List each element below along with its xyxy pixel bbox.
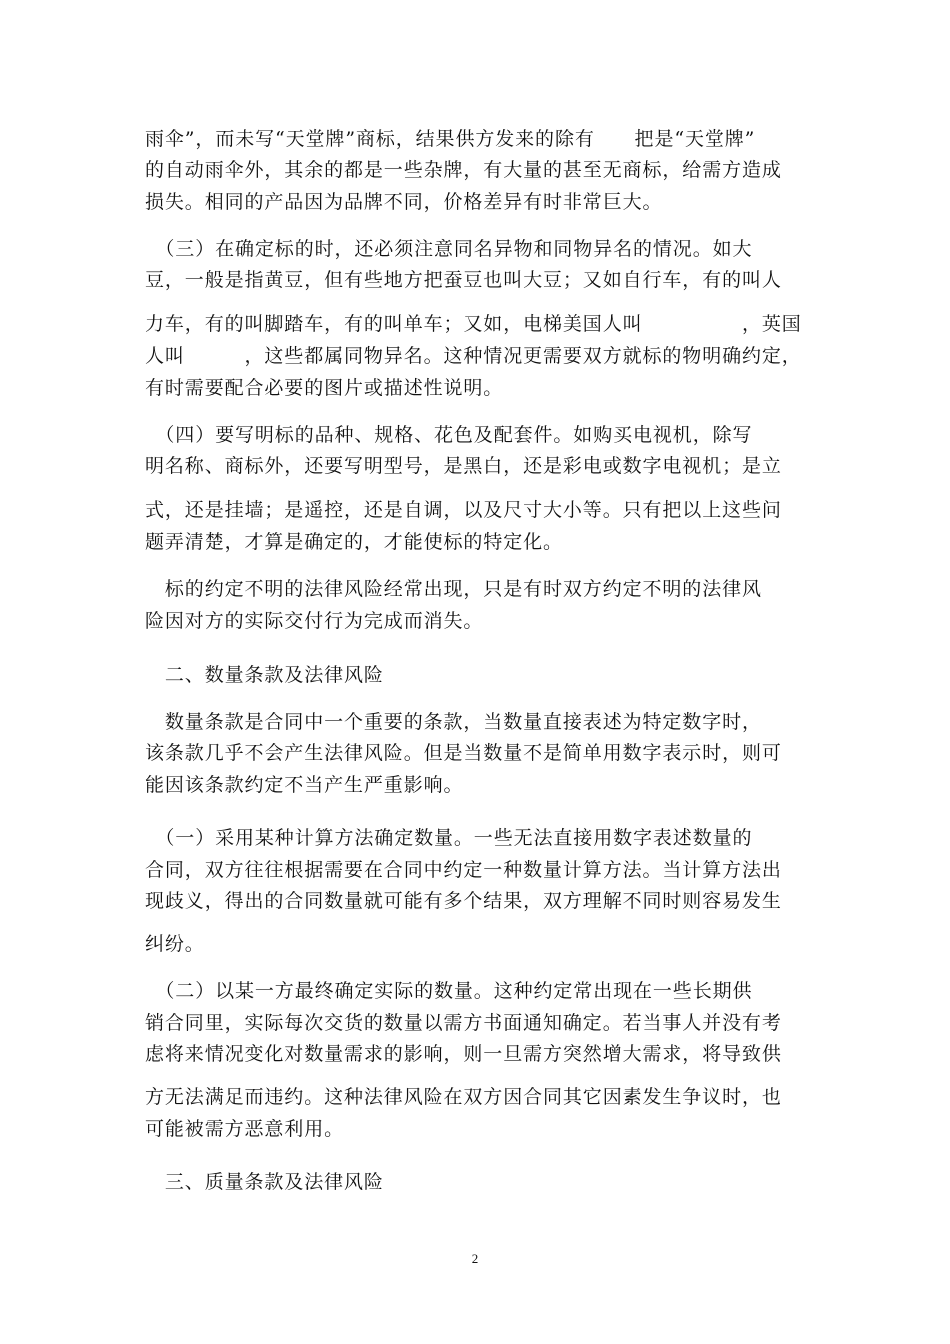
text-line: 豆，一般是指黄豆，但有些地方把蚕豆也叫大豆；又如自行车，有的叫人	[145, 269, 782, 291]
section-heading: 三、质量条款及法律风险	[145, 1171, 384, 1193]
text-line: 的自动雨伞外，其余的都是一些杂牌，有大量的甚至无商标，给需方造成	[145, 159, 782, 181]
text-line: （三）在确定标的时，还必须注意同名异物和同物异名的情况。如大	[145, 238, 753, 260]
text-line: 合同，双方往往根据需要在合同中约定一种数量计算方法。当计算方法出	[145, 859, 782, 881]
text-line: 人叫 ，这些都属同物异名。这种情况更需要双方就标的物明确约定，	[145, 345, 802, 367]
text-line: 虑将来情况变化对数量需求的影响，则一旦需方突然增大需求，将导致供	[145, 1043, 782, 1065]
text-line: 式，还是挂墙；是遥控，还是自调，以及尺寸大小等。只有把以上这些问	[145, 499, 782, 521]
text-line: 该条款几乎不会产生法律风险。但是当数量不是简单用数字表示时，则可	[145, 742, 782, 764]
text-line: 标的约定不明的法律风险经常出现，只是有时双方约定不明的法律风	[145, 578, 762, 600]
text-line: （四）要写明标的品种、规格、花色及配套件。如购买电视机，除写	[145, 424, 753, 446]
text-line: （一）采用某种计算方法确定数量。一些无法直接用数字表述数量的	[145, 827, 753, 849]
text-line: 题弄清楚，才算是确定的，才能使标的特定化。	[145, 531, 563, 553]
text-line: 雨伞”，而未写“天堂牌”商标，结果供方发来的除有 把是“天堂牌”	[145, 128, 756, 150]
text-line: （二）以某一方最终确定实际的数量。这种约定常出现在一些长期供	[145, 980, 753, 1002]
text-line: 能因该条款约定不当产生严重影响。	[145, 774, 464, 796]
page-number: 2	[471, 1251, 479, 1266]
section-heading: 二、数量条款及法律风险	[145, 664, 384, 686]
text-line: 险因对方的实际交付行为完成而消失。	[145, 610, 484, 632]
text-line: 力车，有的叫脚踏车，有的叫单车；又如，电梯美国人叫 ，英国	[145, 313, 802, 335]
text-line: 数量条款是合同中一个重要的条款，当数量直接表述为特定数字时，	[145, 711, 762, 733]
text-line: 销合同里，实际每次交货的数量以需方书面通知确定。若当事人并没有考	[145, 1012, 782, 1034]
text-line: 有时需要配合必要的图片或描述性说明。	[145, 377, 504, 399]
text-line: 纠纷。	[145, 933, 205, 955]
text-line: 方无法满足而违约。这种法律风险在双方因合同其它因素发生争议时，也	[145, 1086, 782, 1108]
text-line: 明名称、商标外，还要写明型号，是黑白，还是彩电或数字电视机；是立	[145, 455, 782, 477]
text-line: 现歧义，得出的合同数量就可能有多个结果，双方理解不同时则容易发生	[145, 890, 782, 912]
text-line: 可能被需方恶意利用。	[145, 1118, 345, 1140]
text-line: 损失。相同的产品因为品牌不同，价格差异有时非常巨大。	[145, 191, 663, 213]
